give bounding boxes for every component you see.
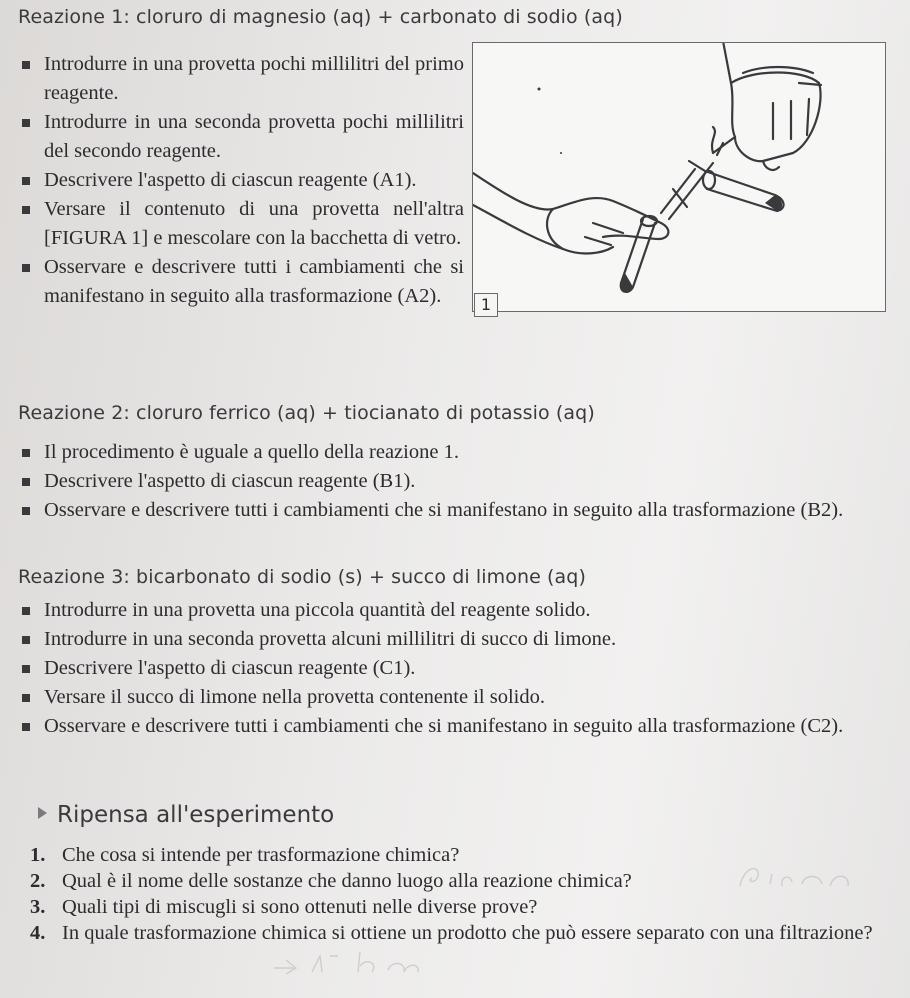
list-item: Il procedimento è uguale a quello della reazione 1. — [0, 438, 844, 467]
list-item: Introdurre in una provetta una piccola quantità del reagente solido. — [0, 596, 844, 625]
list-item: Versare il contenuto di una provetta nell'altra [FIGURA 1] e mescolare con la bacchetta di vetro. — [0, 195, 464, 253]
reaction1-heading: Reazione 1: cloruro di magnesio (aq) + carbonato di sodio (aq) — [18, 6, 623, 28]
bullet-icon — [22, 478, 30, 486]
bullet-icon — [22, 507, 30, 515]
question-item: 3. Quali tipi di miscugli si sono ottenuti nelle diverse prove? — [30, 896, 538, 918]
reaction1-steps — [0, 50, 464, 311]
reaction2-steps — [0, 438, 844, 525]
bullet-icon — [22, 177, 30, 185]
question-item: 1. Che cosa si intende per trasformazione chimica? — [30, 844, 460, 866]
hands-test-tubes-illustration — [473, 43, 885, 311]
bullet-icon — [22, 61, 30, 69]
list-item: Descrivere l'aspetto di ciascun reagente (A1). — [0, 166, 464, 195]
review-section-title: Ripensa all'esperimento — [38, 802, 334, 828]
list-item: Introdurre in una seconda provetta alcuni millilitri di succo di limone. — [0, 625, 844, 654]
list-item: Osservare e descrivere tutti i cambiamenti che si manifestano in seguito alla trasformazione (C2). — [0, 712, 844, 741]
reaction3-heading: Reazione 3: bicarbonato di sodio (s) + succo di limone (aq) — [18, 566, 586, 588]
list-item: Descrivere l'aspetto di ciascun reagente (C1). — [0, 654, 844, 683]
list-item: Introdurre in una provetta pochi millilitri del primo reagente. — [0, 50, 464, 108]
figure-number: 1 — [474, 293, 498, 317]
bullet-icon — [22, 694, 30, 702]
faint-pencil-scribble — [268, 942, 468, 982]
list-item: Osservare e descrivere tutti i cambiamenti che si manifestano in seguito alla trasformazione (B2). — [0, 496, 844, 525]
bullet-icon — [22, 264, 30, 272]
bullet-icon — [22, 723, 30, 731]
list-item: Osservare e descrivere tutti i cambiamenti che si manifestano in seguito alla trasformazione (A2). — [0, 253, 464, 311]
bullet-icon — [22, 607, 30, 615]
bullet-icon — [22, 449, 30, 457]
reaction2-heading: Reazione 2: cloruro ferrico (aq) + tiocianato di potassio (aq) — [18, 402, 595, 424]
reaction3-steps — [0, 596, 844, 741]
bullet-icon — [22, 206, 30, 214]
faint-pencil-scribble — [730, 856, 880, 896]
triangle-arrow-icon — [38, 807, 47, 819]
figure-pouring-test-tubes — [472, 42, 886, 312]
bullet-icon — [22, 636, 30, 644]
list-item: Versare il succo di limone nella provetta contenente il solido. — [0, 683, 844, 712]
list-item: Descrivere l'aspetto di ciascun reagente (B1). — [0, 467, 844, 496]
list-item: Introdurre in una seconda provetta pochi millilitri del secondo reagente. — [0, 108, 464, 166]
question-item: 2. Qual è il nome delle sostanze che danno luogo alla reazione chimica? — [30, 870, 632, 892]
bullet-icon — [22, 119, 30, 127]
bullet-icon — [22, 665, 30, 673]
question-item: 4. In quale trasformazione chimica si ottiene un prodotto che può essere separato con una filtrazione? — [30, 922, 873, 944]
